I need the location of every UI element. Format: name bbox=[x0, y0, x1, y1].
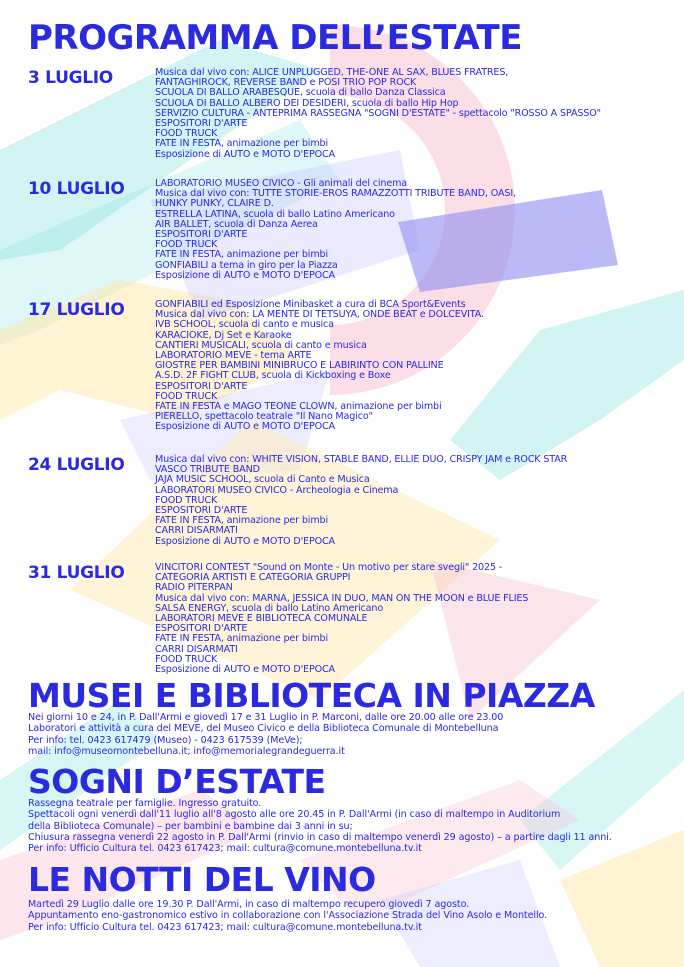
info-line: Chiusura rassegna venerdì 22 agosto in P. Dall'Armi (rinvio in caso di maltempo venerdì 29 agosto) – a partire dagli 11 anni. bbox=[28, 831, 612, 843]
program-line: GONFIABILI a tema in giro per la Piazza bbox=[155, 259, 338, 271]
program-line: Esposizione di AUTO e MOTO D'EPOCA bbox=[155, 664, 335, 676]
program-line: HUNKY PUNKY, CLAIRE D. bbox=[155, 198, 274, 210]
program-line: Musica dal vivo con: WHITE VISION, STABLE BAND, ELLIE DUO, CRISPY JAM e ROCK STAR bbox=[155, 454, 568, 465]
program-line: FOOD TRUCK bbox=[155, 653, 218, 665]
day-program-list bbox=[155, 300, 484, 433]
info-line: Nei giorni 10 e 24, in P. Dall'Armi e giovedì 17 e 31 Luglio in P. Marconi, dalle ore 20.00 alle ore 23.00 bbox=[28, 712, 504, 723]
program-line: CARRI DISARMATI bbox=[155, 525, 238, 537]
program-line: KARACIOKE, Dj Set e Karaoke bbox=[155, 329, 292, 341]
program-line: FATE IN FESTA, animazione per bimbi bbox=[155, 515, 328, 527]
program-line: FOOD TRUCK bbox=[155, 494, 218, 506]
day-date: 31 LUGLIO bbox=[28, 563, 125, 583]
program-line: CANTIERI MUSICALI, scuola di canto e musica bbox=[155, 339, 367, 351]
day-date: 24 LUGLIO bbox=[28, 455, 125, 475]
info-line: mail: info@museomontebelluna.it; info@memorialegrandeguerra.it bbox=[28, 745, 345, 757]
program-line: GONFIABILI ed Esposizione Minibasket a cura di BCA Sport&Events bbox=[155, 299, 466, 310]
section-body-notti bbox=[28, 899, 547, 933]
program-line: Esposizione di AUTO e MOTO D'EPOCA bbox=[155, 148, 335, 160]
program-line: ESPOSITORI D'ARTE bbox=[155, 505, 248, 517]
section-title-musei: MUSEI E BIBLIOTECA IN PIAZZA bbox=[28, 676, 595, 715]
program-line: Musica dal vivo con: ALICE UNPLUGGED, THE-ONE AL SAX, BLUES FRATRES, bbox=[155, 67, 509, 78]
program-line: Musica dal vivo con: MARNA, JESSICA IN DUO, MAN ON THE MOON e BLUE FLIES bbox=[155, 592, 529, 604]
info-line: Per info: Ufficio Cultura tel. 0423 617423; mail: cultura@comune.montebelluna.tv.it bbox=[28, 843, 422, 855]
program-line: CATEGORIA ARTISTI E CATEGORIA GRUPPI bbox=[155, 572, 351, 584]
program-line: LABORATORIO MEVE - tema ARTE bbox=[155, 350, 312, 362]
program-line: SCUOLA DI BALLO ALBERO DEI DESIDERI, scuola di ballo Hip Hop bbox=[155, 97, 459, 109]
program-line: FATE IN FESTA, animazione per bimbi bbox=[155, 633, 328, 645]
program-line: ESTRELLA LATINA, scuola di ballo Latino Americano bbox=[155, 208, 395, 220]
info-line: Per info: tel. 0423 617479 (Museo) - 0423 617539 (MeVe); bbox=[28, 734, 303, 746]
info-line: Martedì 29 Luglio dalle ore 19.30 P. Dall'Armi, in caso di maltempo recupero giovedì 7 agosto. bbox=[28, 899, 470, 910]
day-program-list bbox=[155, 68, 601, 160]
section-title-sogni: SOGNI D’ESTATE bbox=[28, 762, 326, 801]
program-line: VASCO TRIBUTE BAND bbox=[155, 464, 260, 476]
program-line: Musica dal vivo con: LA MENTE DI TETSUYA, ONDE BEAT e DOLCEVITA. bbox=[155, 309, 484, 321]
info-line: Per info: Ufficio Cultura tel. 0423 617423; mail: cultura@comune.montebelluna.tv.it bbox=[28, 921, 422, 933]
program-line: LABORATORI MUSEO CIVICO - Archeologia e Cinema bbox=[155, 484, 399, 496]
section-title-notti: LE NOTTI DEL VINO bbox=[28, 860, 376, 899]
day-program-list bbox=[155, 455, 567, 547]
program-line: IVB SCHOOL, scuola di canto e musica bbox=[155, 319, 334, 331]
program-line: FATE IN FESTA e MAGO TEONE CLOWN, animazione per bimbi bbox=[155, 401, 442, 413]
info-line: Rassegna teatrale per famiglie. Ingresso gratuito. bbox=[28, 798, 262, 809]
program-line: FOOD TRUCK bbox=[155, 390, 218, 402]
program-line: AIR BALLET, scuola di Danza Aerea bbox=[155, 218, 318, 230]
program-line: FOOD TRUCK bbox=[155, 239, 218, 251]
day-date: 3 LUGLIO bbox=[28, 68, 113, 88]
program-line: Musica dal vivo con: TUTTE STORIE-EROS RAMAZZOTTI TRIBUTE BAND, OASI, bbox=[155, 188, 516, 200]
program-line: ESPOSITORI D'ARTE bbox=[155, 229, 248, 241]
section-body-musei bbox=[28, 712, 503, 757]
info-line: Laboratori e attività a cura del MEVE, del Museo Civico e della Biblioteca Comunale di Montebelluna bbox=[28, 723, 499, 735]
program-line: FOOD TRUCK bbox=[155, 128, 218, 140]
section-body-sogni bbox=[28, 798, 612, 854]
program-line: ESPOSITORI D'ARTE bbox=[155, 380, 248, 392]
info-line: Appuntamento eno-gastronomico estivo in collaborazione con l'Associazione Strada del Vino Asolo e Montello. bbox=[28, 910, 548, 922]
info-line: Spettacoli ogni venerdì dall'11 luglio all'8 agosto alle ore 20.45 in P. Dall'Armi (in caso di maltempo in Auditorium bbox=[28, 809, 561, 821]
day-program-list bbox=[155, 563, 528, 675]
program-line: A.S.D. 2F FIGHT CLUB, scuola di Kickboxing e Boxe bbox=[155, 370, 391, 382]
program-line: FATE IN FESTA, animazione per bimbi bbox=[155, 249, 328, 261]
program-line: RADIO PITERPAN bbox=[155, 582, 233, 594]
program-line: Esposizione di AUTO e MOTO D'EPOCA bbox=[155, 421, 335, 433]
program-line: VINCITORI CONTEST "Sound on Monte - Un motivo per stare svegli" 2025 - bbox=[155, 562, 503, 573]
program-line: SCUOLA DI BALLO ARABESQUE, scuola di ballo Danza Classica bbox=[155, 87, 446, 99]
program-line: SALSA ENERGY, scuola di ballo Latino Americano bbox=[155, 602, 384, 614]
program-line: LABORATORI MEVE E BIBLIOTECA COMUNALE bbox=[155, 613, 368, 625]
program-line: CARRI DISARMATI bbox=[155, 643, 238, 655]
program-line: LABORATORIO MUSEO CIVICO - Gli animali del cinema bbox=[155, 178, 408, 189]
program-line: GIOSTRE PER BAMBINI MINIBRUCO E LABIRINTO CON PALLINE bbox=[155, 360, 444, 372]
day-date: 10 LUGLIO bbox=[28, 179, 125, 199]
program-line: ESPOSITORI D'ARTE bbox=[155, 623, 248, 635]
page-title: PROGRAMMA DELL’ESTATE bbox=[28, 18, 522, 58]
day-program-list bbox=[155, 179, 516, 281]
program-line: FANTAGHIROCK, REVERSE BAND e POSI TRIO POP ROCK bbox=[155, 77, 417, 89]
program-line: ESPOSITORI D'ARTE bbox=[155, 118, 248, 130]
day-date: 17 LUGLIO bbox=[28, 300, 125, 320]
info-line: della Biblioteca Comunale) – per bambini e bambine dai 3 anni in su; bbox=[28, 820, 353, 832]
program-line: Esposizione di AUTO e MOTO D'EPOCA bbox=[155, 269, 335, 281]
program-line: JAJA MUSIC SCHOOL, scuola di Canto e Musica bbox=[155, 474, 370, 486]
program-line: FATE IN FESTA, animazione per bimbi bbox=[155, 138, 328, 150]
program-line: SERVIZIO CULTURA - ANTEPRIMA RASSEGNA "SOGNI D'ESTATE" - spettacolo "ROSSO A SPASSO" bbox=[155, 107, 601, 119]
program-line: Esposizione di AUTO e MOTO D'EPOCA bbox=[155, 535, 335, 547]
program-line: PIERELLO, spettacolo teatrale "Il Nano Magico" bbox=[155, 411, 373, 423]
